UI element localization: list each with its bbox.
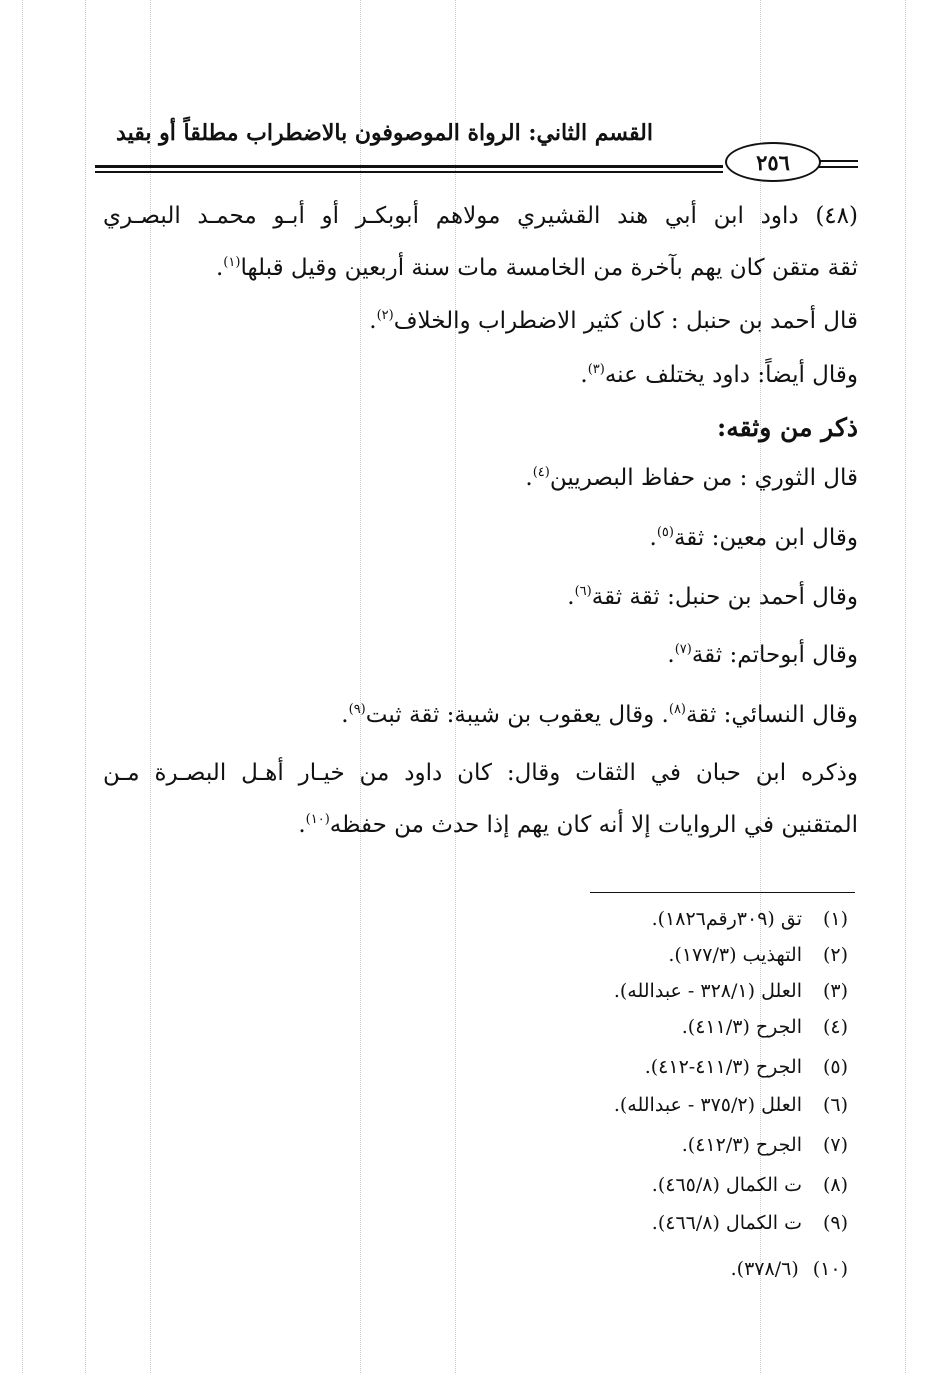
footnote-text: ت الكمال (٤٦٥/٨). [651,1174,802,1196]
footnote-ref[interactable]: (٦) [574,584,592,599]
header-rule [818,166,858,168]
footnote-item [668,944,848,966]
footnote-number: (١) [822,908,848,930]
footnote-ref[interactable]: (٥) [656,525,674,540]
scan-guide-line [905,0,906,1373]
footnote-ref[interactable]: (٧) [674,642,692,657]
footnote-text: العلل (٣٢٨/١ - عبدالله). [613,980,802,1002]
footnote-item [652,1174,848,1196]
text-line: وقال ابن معين: ثقة$^{(٥)}$. [649,525,858,551]
footnote-number: (٨) [822,1174,848,1196]
text-line: قال أحمد بن حنبل : كان كثير الاضطراب والخلاف$^{(٢)}$. [369,308,858,334]
footnote-item [731,1258,848,1280]
footnote-text: الجرح (٤١١/٣-٤١٢). [644,1056,802,1078]
text-line: وقال أيضاً: داود يختلف عنه$^{(٣)}$. [580,362,858,388]
text-line: وقال النسائي: ثقة$^{(٨)}$. وقال يعقوب بن شيبة: ثقة ثبت$^{(٩)}$. [341,702,858,728]
header-rule [95,165,723,168]
footnote-number: (٦) [822,1094,848,1116]
footnote-item [614,980,848,1002]
section-heading: ذكر من وثقه: [717,413,858,442]
footnote-number: (٤) [822,1016,848,1038]
footnote-text: تق (٣٠٩رقم١٨٢٦). [651,908,802,930]
footnote-text: (٣٧٨/٦). [730,1258,799,1280]
footnote-ref[interactable]: (٨) [668,702,686,717]
footnote-number: (٢) [822,944,848,966]
footnote-item [682,1134,848,1156]
header-rule [95,171,723,173]
footnote-text: التهذيب (١٧٧/٣). [668,944,802,966]
footnote-ref[interactable]: (٤) [532,465,550,480]
page-number: ٢٥٦ [725,142,821,182]
footnote-item [652,908,848,930]
text-line: ثقة متقن كان يهم بآخرة من الخامسة مات سنة أربعين وقيل قبلها$^{(١)}$. [215,255,858,281]
scan-guide-line [85,0,86,1373]
footnote-ref[interactable]: (٢) [376,308,394,323]
header-rule [818,160,858,162]
footnote-number: (٥) [822,1056,848,1078]
footnote-text: الجرح (٤١١/٣). [681,1016,802,1038]
text-line: وذكره ابن حبان في الثقات وقال: كان داود من خيـار أهـل البصـرة مـن [103,760,858,786]
footnote-ref[interactable]: (١) [223,255,241,270]
footnote-ref[interactable]: (٣) [587,362,605,377]
text-line: وقال أبوحاتم: ثقة$^{(٧)}$. [667,642,858,668]
footnote-item [682,1016,848,1038]
footnote-separator [590,892,855,893]
running-header: القسم الثاني: الرواة الموصوفون بالاضطراب مطلقاً أو بقيد [116,120,653,146]
text-line: (٤٨) داود ابن أبي هند القشيري مولاهم أبوبكـر أو أبـو محمـد البصـري [103,203,858,229]
footnote-item [645,1056,848,1078]
footnote-ref[interactable]: (٩) [348,702,366,717]
footnote-text: الجرح (٤١٢/٣). [681,1134,802,1156]
footnote-item [614,1094,848,1116]
footnote-number: (٩) [822,1212,848,1234]
footnote-ref[interactable]: (١٠) [305,812,330,827]
footnote-item [652,1212,848,1234]
text-line: وقال أحمد بن حنبل: ثقة ثقة$^{(٦)}$. [567,584,858,610]
text-line: قال الثوري : من حفاظ البصريين$^{(٤)}$. [525,465,858,491]
footnote-number: (١٠) [812,1258,848,1280]
scan-guide-line [22,0,23,1373]
footnote-text: ت الكمال (٤٦٦/٨). [651,1212,802,1234]
footnote-number: (٧) [822,1134,848,1156]
footnote-number: (٣) [822,980,848,1002]
footnote-text: العلل (٣٧٥/٢ - عبدالله). [613,1094,802,1116]
text-line: المتقنين في الروايات إلا أنه كان يهم إذا حدث من حفظه$^{(١٠)}$. [298,812,858,838]
